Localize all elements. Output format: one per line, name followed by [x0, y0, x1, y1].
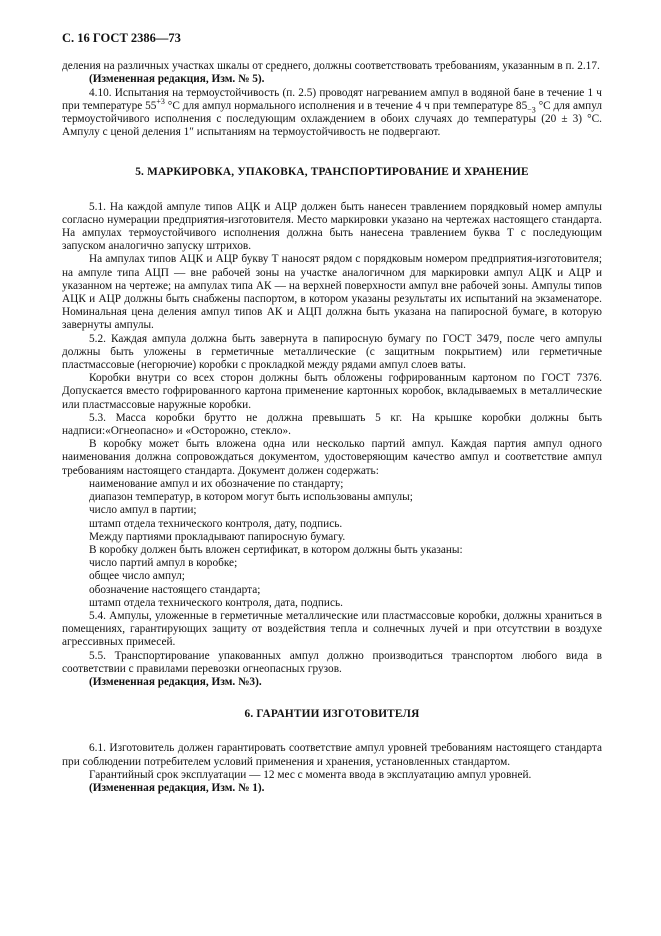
paragraph-4-10	[62, 87, 602, 140]
paragraph: Коробки внутри со всех сторон должны быть обложены гофрированным картоном по ГОСТ 7376. Допускается вместо гофрированного картона применение картонных коробок, вкладываемых в металлические или пластмассовые наружные коробки.	[62, 372, 602, 411]
paragraph-4-10-part: °С для ампул нормального исполнения и в течение 4 ч при температуре 85	[164, 99, 528, 112]
list-item: штамп отдела технического контроля, дата, подпись.	[89, 596, 343, 609]
paragraph: В коробку может быть вложена одна или несколько партий ампул. Каждая партия ампул одного наименования должна сопровождаться документом, удостоверяющим качество ампул и соответствие ампул требованиям настоящего стандарта. Документ должен содержать:	[62, 438, 602, 477]
paragraph-4-10-part: 4.10. Испытания на термоустойчивость (п. 2.5) проводят нагреванием ампул в водяной бане в течение 1 ч при температуре 55	[62, 86, 602, 112]
paragraph: 5.4. Ампулы, уложенные в герметичные металлические или пластмассовые коробки, должны храниться в помещениях, гарантирующих защиту от воздействия тепла и солнечных лучей и при отсутствии в воздухе агрессивных примесей.	[62, 609, 602, 649]
page-header: С. 16 ГОСТ 2386—73	[62, 31, 181, 45]
paragraph: 5.1. На каждой ампуле типов АЦК и АЦР должен быть нанесен травлением порядковый номер ампулы согласно нумерации предприятия-изготовителя. Место маркировки указано на чертежах настоящего стандарта. На ампулах термоустойчивого исполнения должна быть нанесена травлением буква Т с последующим запуском аналогично запуску штрихов.	[62, 200, 602, 253]
paragraph-4-10-part: °С для ампул термоустойчивого исполнения с последующим охлаждением в обоих случаях до температуры (20 ± 3) °С. Ампулу с ценой деления 1″ испытаниям на термоустойчивость не подвергают.	[62, 99, 602, 139]
amendment-note: (Измененная редакция, Изм. № 1).	[89, 781, 265, 794]
list-item: штамп отдела технического контроля, дату, подпись.	[89, 517, 343, 530]
paragraph: 5.2. Каждая ампула должна быть завернута в папиросную бумагу по ГОСТ 3479, после чего ампулы должны быть уложены в герметичные металлические (с защитным покрытием) или герметичные пластмассовые (негорючие) коробки с прокладкой между рядами ампул слоев ваты.	[62, 332, 602, 372]
list-item: число партий ампул в коробке;	[89, 557, 238, 570]
list-item: число ампул в партии;	[89, 504, 197, 517]
paragraph: Между партиями прокладывают папиросную бумагу.	[89, 530, 346, 543]
amendment-note: (Измененная редакция, Изм. №3).	[89, 675, 262, 688]
list-item: общее число ампул;	[89, 570, 185, 583]
paragraph: Гарантийный срок эксплуатации — 12 мес с момента ввода в эксплуатацию ампул уровней.	[89, 768, 532, 781]
paragraph: 6.1. Изготовитель должен гарантировать соответствие ампул уровней требованиям настоящего стандарта при соблюдении потребителем условий применения и хранения, установленных стандартом.	[62, 742, 602, 768]
section-6-title: 6. ГАРАНТИИ ИЗГОТОВИТЕЛЯ	[244, 708, 420, 721]
document-page	[62, 32, 602, 795]
paragraph: На ампулах типов АЦК и АЦР букву Т наносят рядом с порядковым номером предприятия-изготовителя; на ампуле типа АЦП — вне рабочей зоны на участке аналогичном для маркировки ампул АЦК и АЦР и указанном на чертеже; на ампулах типа АК — на верхней поверхности ампул вне рабочей зоны. Ампулы типов АЦК и АЦР должны быть снабжены паспортом, в котором указаны результаты их испытаний на экзаменаторе. Номинальная цена деления ампул типов АК и АЦП должна быть указана на папиросной бумаге, в которую завернуты ампулы.	[62, 253, 602, 332]
paragraph: В коробку должен быть вложен сертификат, в котором должны быть указаны:	[89, 543, 463, 556]
amendment-note: (Измененная редакция, Изм. № 5).	[89, 73, 265, 86]
temperature-tolerance: +3	[156, 97, 165, 107]
section-5-title: 5. МАРКИРОВКА, УПАКОВКА, ТРАНСПОРТИРОВАНИЕ И ХРАНЕНИЕ	[135, 166, 529, 179]
continuation-paragraph: деления на различных участках шкалы от среднего, должны соответствовать требованиям, указанным в п. 2.17.	[62, 60, 600, 73]
list-item: диапазон температур, в котором могут быть использованы ампулы;	[89, 491, 413, 504]
list-item: наименование ампул и их обозначение по стандарту;	[89, 477, 344, 490]
list-item: обозначение настоящего стандарта;	[89, 583, 261, 596]
paragraph: 5.3. Масса коробки брутто не должна превышать 5 кг. На крышке коробки должны быть надписи:«Огнеопасно» и «Осторожно, стекло».	[62, 411, 602, 438]
paragraph: 5.5. Транспортирование упакованных ампул должно производиться транспортом любого вида в соответствии с правилами перевозки огнеопасных грузов.	[62, 649, 602, 675]
temperature-tolerance: −3	[527, 105, 536, 115]
